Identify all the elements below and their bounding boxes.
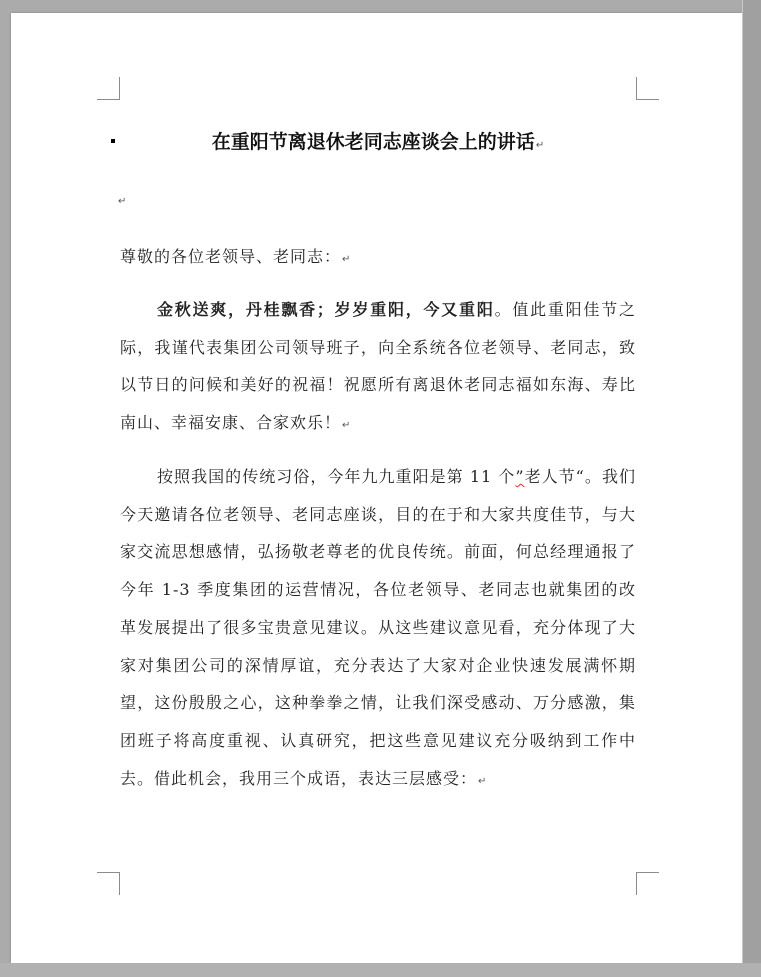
paragraph-mark-icon: ↵ xyxy=(478,775,488,787)
paragraph-1[interactable] xyxy=(120,291,636,445)
margin-corner-top-left xyxy=(97,77,120,100)
salutation[interactable] xyxy=(120,238,636,279)
empty-paragraph-mark-icon: ↵ xyxy=(118,196,127,207)
paragraph-2-text-end[interactable]: 老人节“。我们今天邀请各位老领导、老同志座谈，目的在于和大家共度佳节，与大家交流思想感情，弘扬敬老尊老的优良传统。前面，何总经理通报了今年 1-3 季度集团的运营情况，各位老领导、老同志也就集团的改革发展提出了很多宝贵意见建议。从这些建议意见看，充分体现了大家对集团公司的深情厚谊，充分表达了大家对企业快速发展满怀期望，这份殷殷之心，这种拳拳之情，让我们深受感动、万分感激，集团班子将高度重视、认真研究，把这些意见建议充分吸纳到工作中去。借此机会，我用三个成语，表达三层感受： xyxy=(120,467,636,788)
paragraph-2[interactable] xyxy=(120,458,636,800)
paragraph-mark-icon: ↵ xyxy=(535,140,545,151)
title-text[interactable]: 在重阳节离退休老同志座谈会上的讲话 xyxy=(211,131,535,153)
paragraph-mark-icon: ↵ xyxy=(342,254,352,265)
paragraph-1-bold-lead[interactable]: 金秋送爽，丹桂飘香；岁岁重阳，今又重阳 xyxy=(157,300,495,319)
margin-corner-top-right xyxy=(636,77,659,100)
vertical-scrollbar-track[interactable] xyxy=(742,0,761,977)
paragraph-1-text[interactable]: 。值此重阳佳节之际，我谨代表集团公司领导班子，向全系统各位老领导、老同志，致以节日的问候和美好的祝福！祝愿所有离退休老同志福如东海、寿比南山、幸福安康、合家欢乐！ xyxy=(120,300,636,433)
paragraph-mark-icon: ↵ xyxy=(342,420,352,432)
horizontal-scrollbar-track[interactable] xyxy=(0,963,761,977)
spellcheck-flagged-quote[interactable]: ” xyxy=(515,467,525,486)
paragraph-2-text-start[interactable]: 按照我国的传统习俗，今年九九重阳是第 11 个 xyxy=(157,467,516,486)
margin-corner-bottom-right xyxy=(636,872,659,895)
margin-corner-bottom-left xyxy=(97,872,120,895)
salutation-text[interactable]: 尊敬的各位老领导、老同志： xyxy=(120,247,342,266)
paragraph-format-marker xyxy=(111,139,115,143)
document-title[interactable] xyxy=(120,128,636,160)
